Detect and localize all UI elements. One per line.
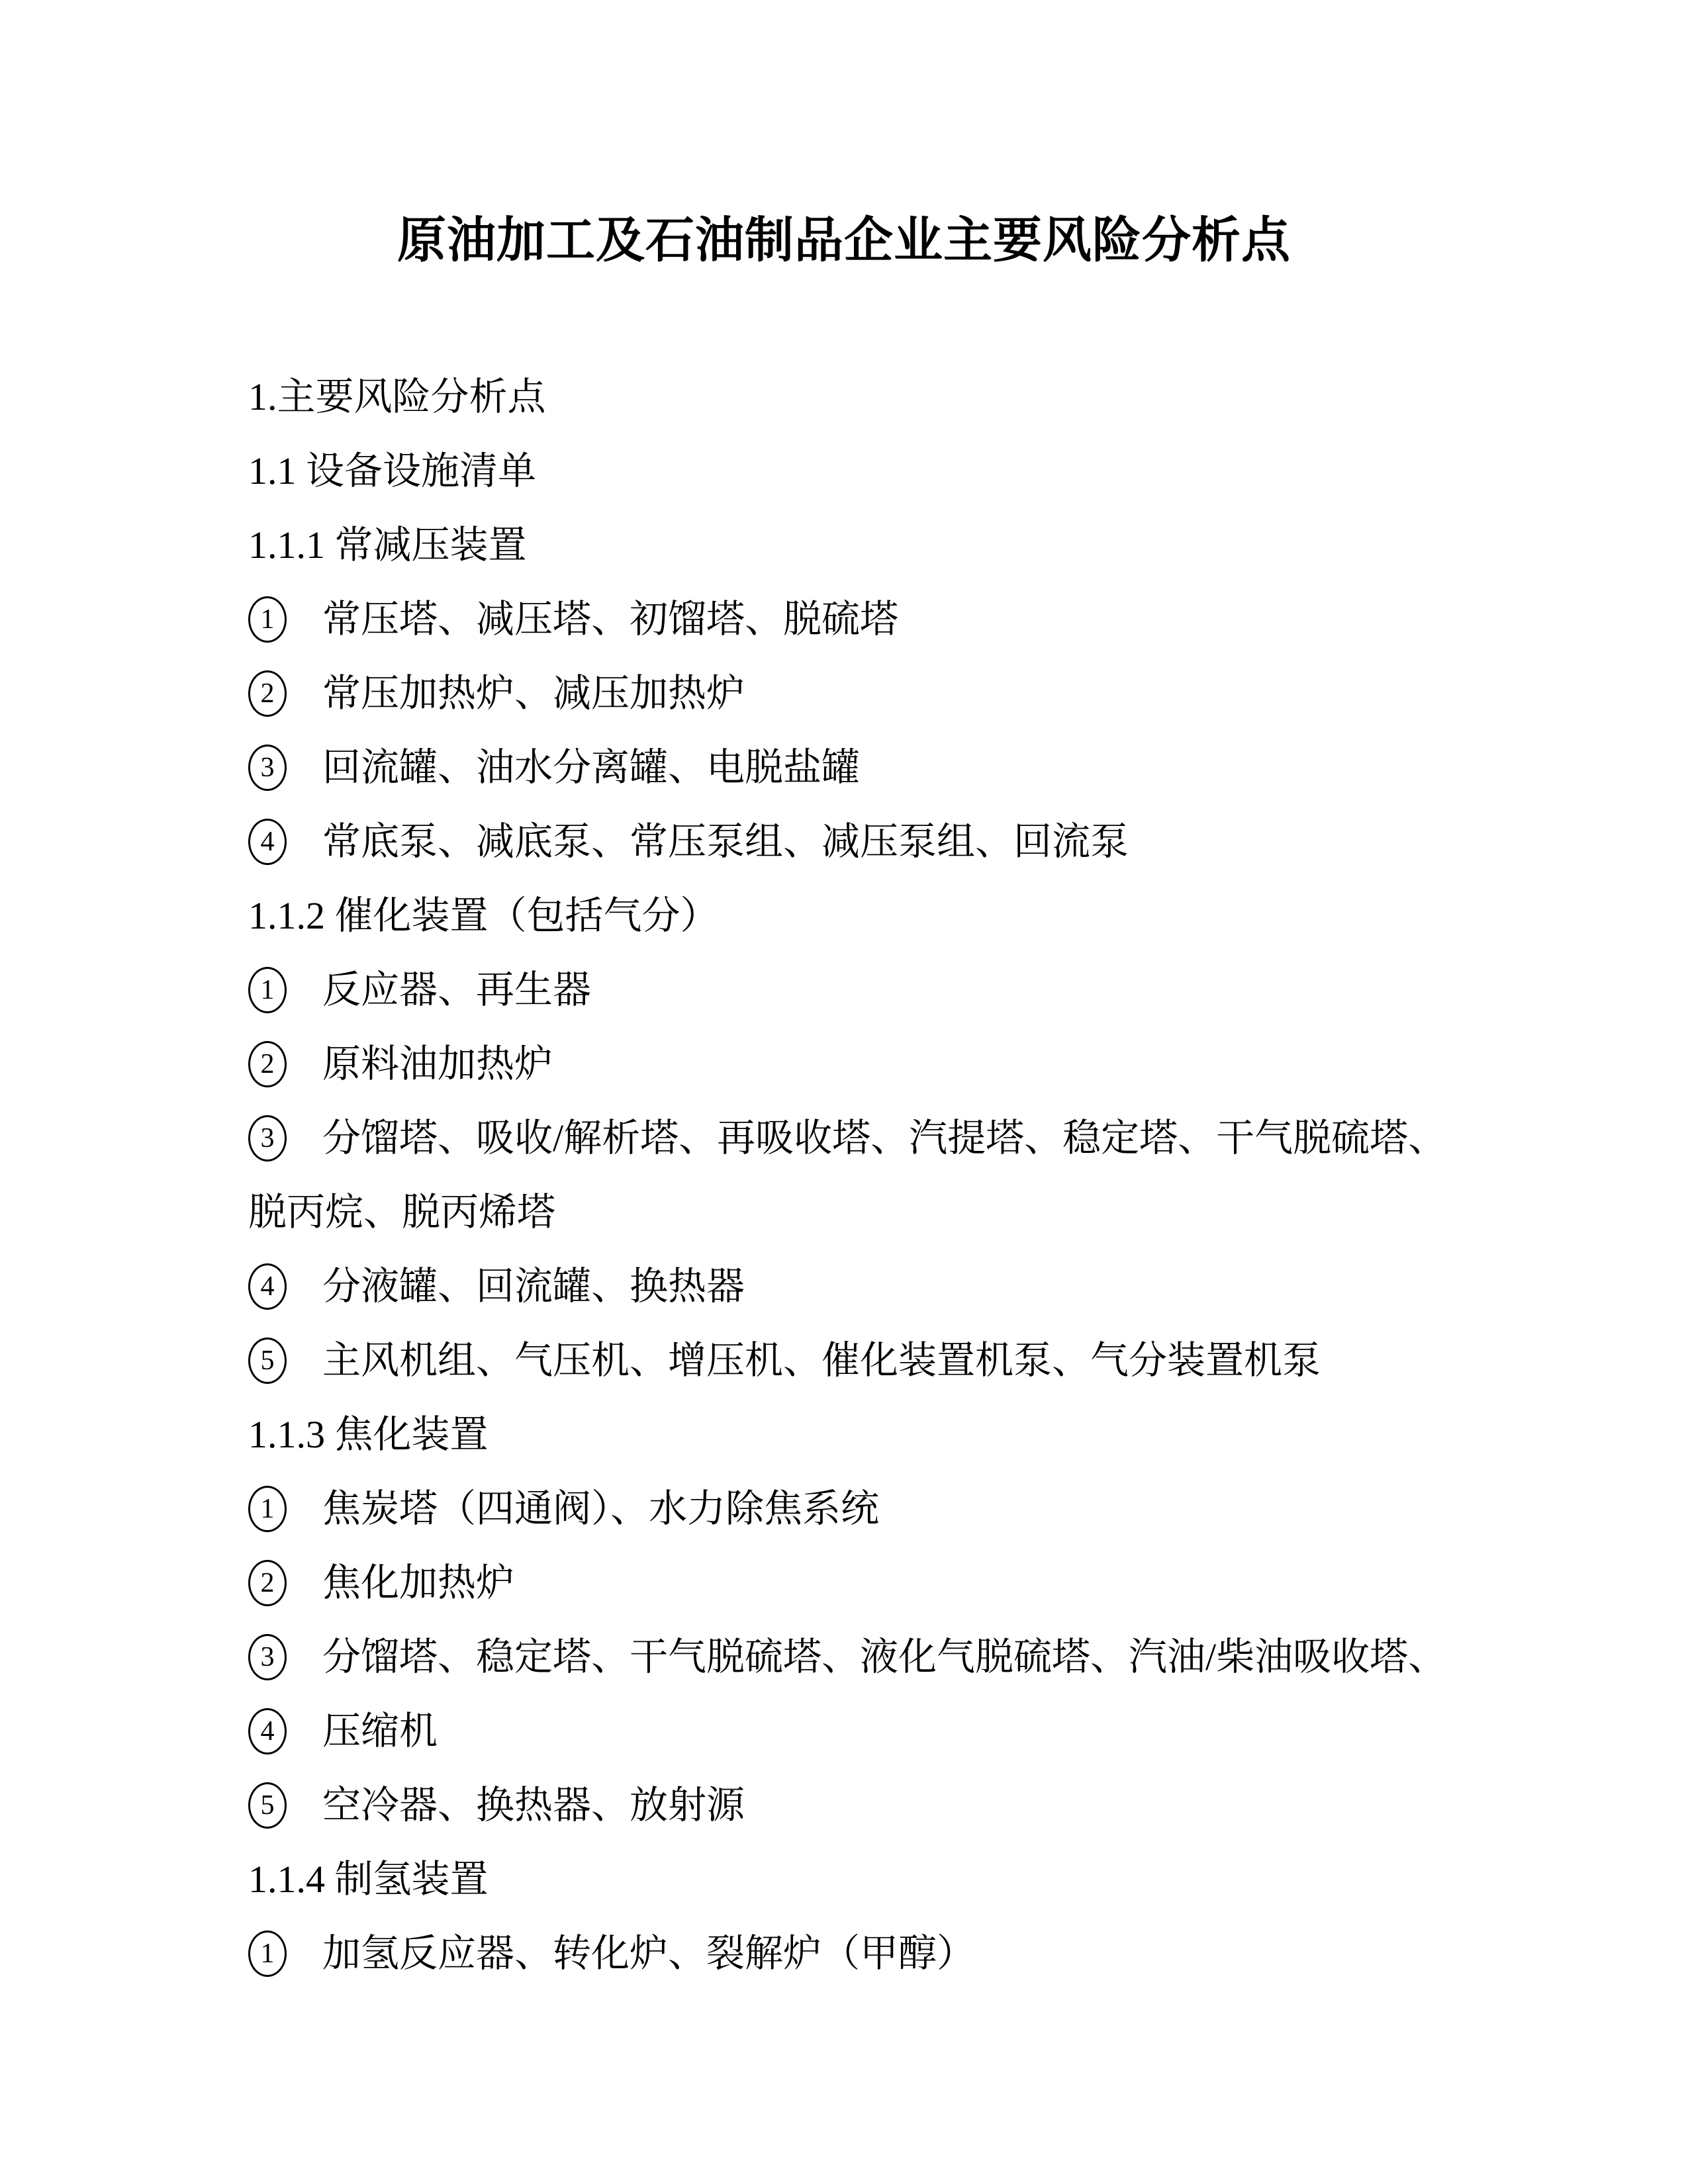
circled-number-marker: 2 [248,1041,287,1087]
line-text: 分液罐、回流罐、换热器 [322,1265,745,1308]
line-text: 原料油加热炉 [322,1042,553,1085]
line-text: 1.1.4 制氢装置 [248,1858,489,1901]
heading-line [248,1398,1506,1472]
list-item [248,1472,1506,1546]
list-item [248,953,1506,1027]
list-item [248,1101,1506,1175]
list-item [248,1694,1506,1768]
list-item [248,1250,1506,1324]
line-text: 脱丙烷、脱丙烯塔 [248,1191,556,1234]
line-text: 常底泵、减底泵、常压泵组、减压泵组、回流泵 [322,820,1129,863]
line-text: 分馏塔、吸收/解析塔、再吸收塔、汽提塔、稳定塔、干气脱硫塔、 [322,1116,1447,1160]
list-item [248,805,1506,879]
circled-number-marker: 4 [248,1708,287,1754]
line-text: 1.主要风险分析点 [248,375,546,418]
line-text: 常压加热炉、减压加热炉 [322,672,745,715]
list-item [248,1324,1506,1398]
circled-number-marker: 2 [248,670,287,717]
line-text: 焦炭塔（四通阀）、水力除焦系统 [322,1487,880,1530]
circled-number-marker: 1 [248,967,287,1013]
list-item [248,1546,1506,1620]
line-text: 压缩机 [322,1709,438,1752]
circled-number-marker: 5 [248,1782,287,1829]
document-title: 原油加工及石油制品企业主要风险分析点 [397,214,1291,268]
heading-line [248,360,1506,434]
line-text: 回流罐、油水分离罐、电脱盐罐 [322,746,861,789]
line-text: 1.1.3 焦化装置 [248,1413,489,1456]
circled-number-marker: 1 [248,1931,287,1977]
line-text: 反应器、再生器 [322,968,592,1011]
line-text: 主风机组、气压机、增压机、催化装置机泵、气分装置机泵 [322,1339,1321,1382]
list-item [248,731,1506,805]
line-text: 焦化加热炉 [322,1561,515,1604]
list-item [248,657,1506,731]
list-item [248,1917,1506,1991]
list-item [248,1768,1506,1843]
heading-line [248,434,1506,508]
line-text: 1.1 设备设施清单 [248,449,537,492]
line-text: 1.1.1 常减压装置 [248,523,527,567]
heading-line [248,1843,1506,1917]
circled-number-marker: 1 [248,1486,287,1532]
line-text: 空冷器、换热器、放射源 [322,1784,745,1827]
document-body [248,360,1506,1991]
heading-line [248,508,1506,582]
line-text: 加氢反应器、转化炉、裂解炉（甲醇） [322,1932,976,1975]
circled-number-marker: 2 [248,1560,287,1606]
line-text: 常压塔、减压塔、初馏塔、脱硫塔 [322,598,899,641]
line-text: 1.1.2 催化装置（包括气分） [248,894,719,937]
continuation-line [248,1175,1506,1250]
list-item [248,582,1506,657]
list-item [248,1027,1506,1101]
circled-number-marker: 5 [248,1338,287,1384]
circled-number-marker: 3 [248,745,287,791]
line-text: 分馏塔、稳定塔、干气脱硫塔、液化气脱硫塔、汽油/柴油吸收塔、 [322,1635,1447,1678]
heading-line [248,879,1506,953]
list-item [248,1620,1506,1694]
circled-number-marker: 4 [248,819,287,865]
circled-number-marker: 3 [248,1115,287,1161]
circled-number-marker: 4 [248,1263,287,1310]
circled-number-marker: 1 [248,596,287,643]
circled-number-marker: 3 [248,1634,287,1680]
